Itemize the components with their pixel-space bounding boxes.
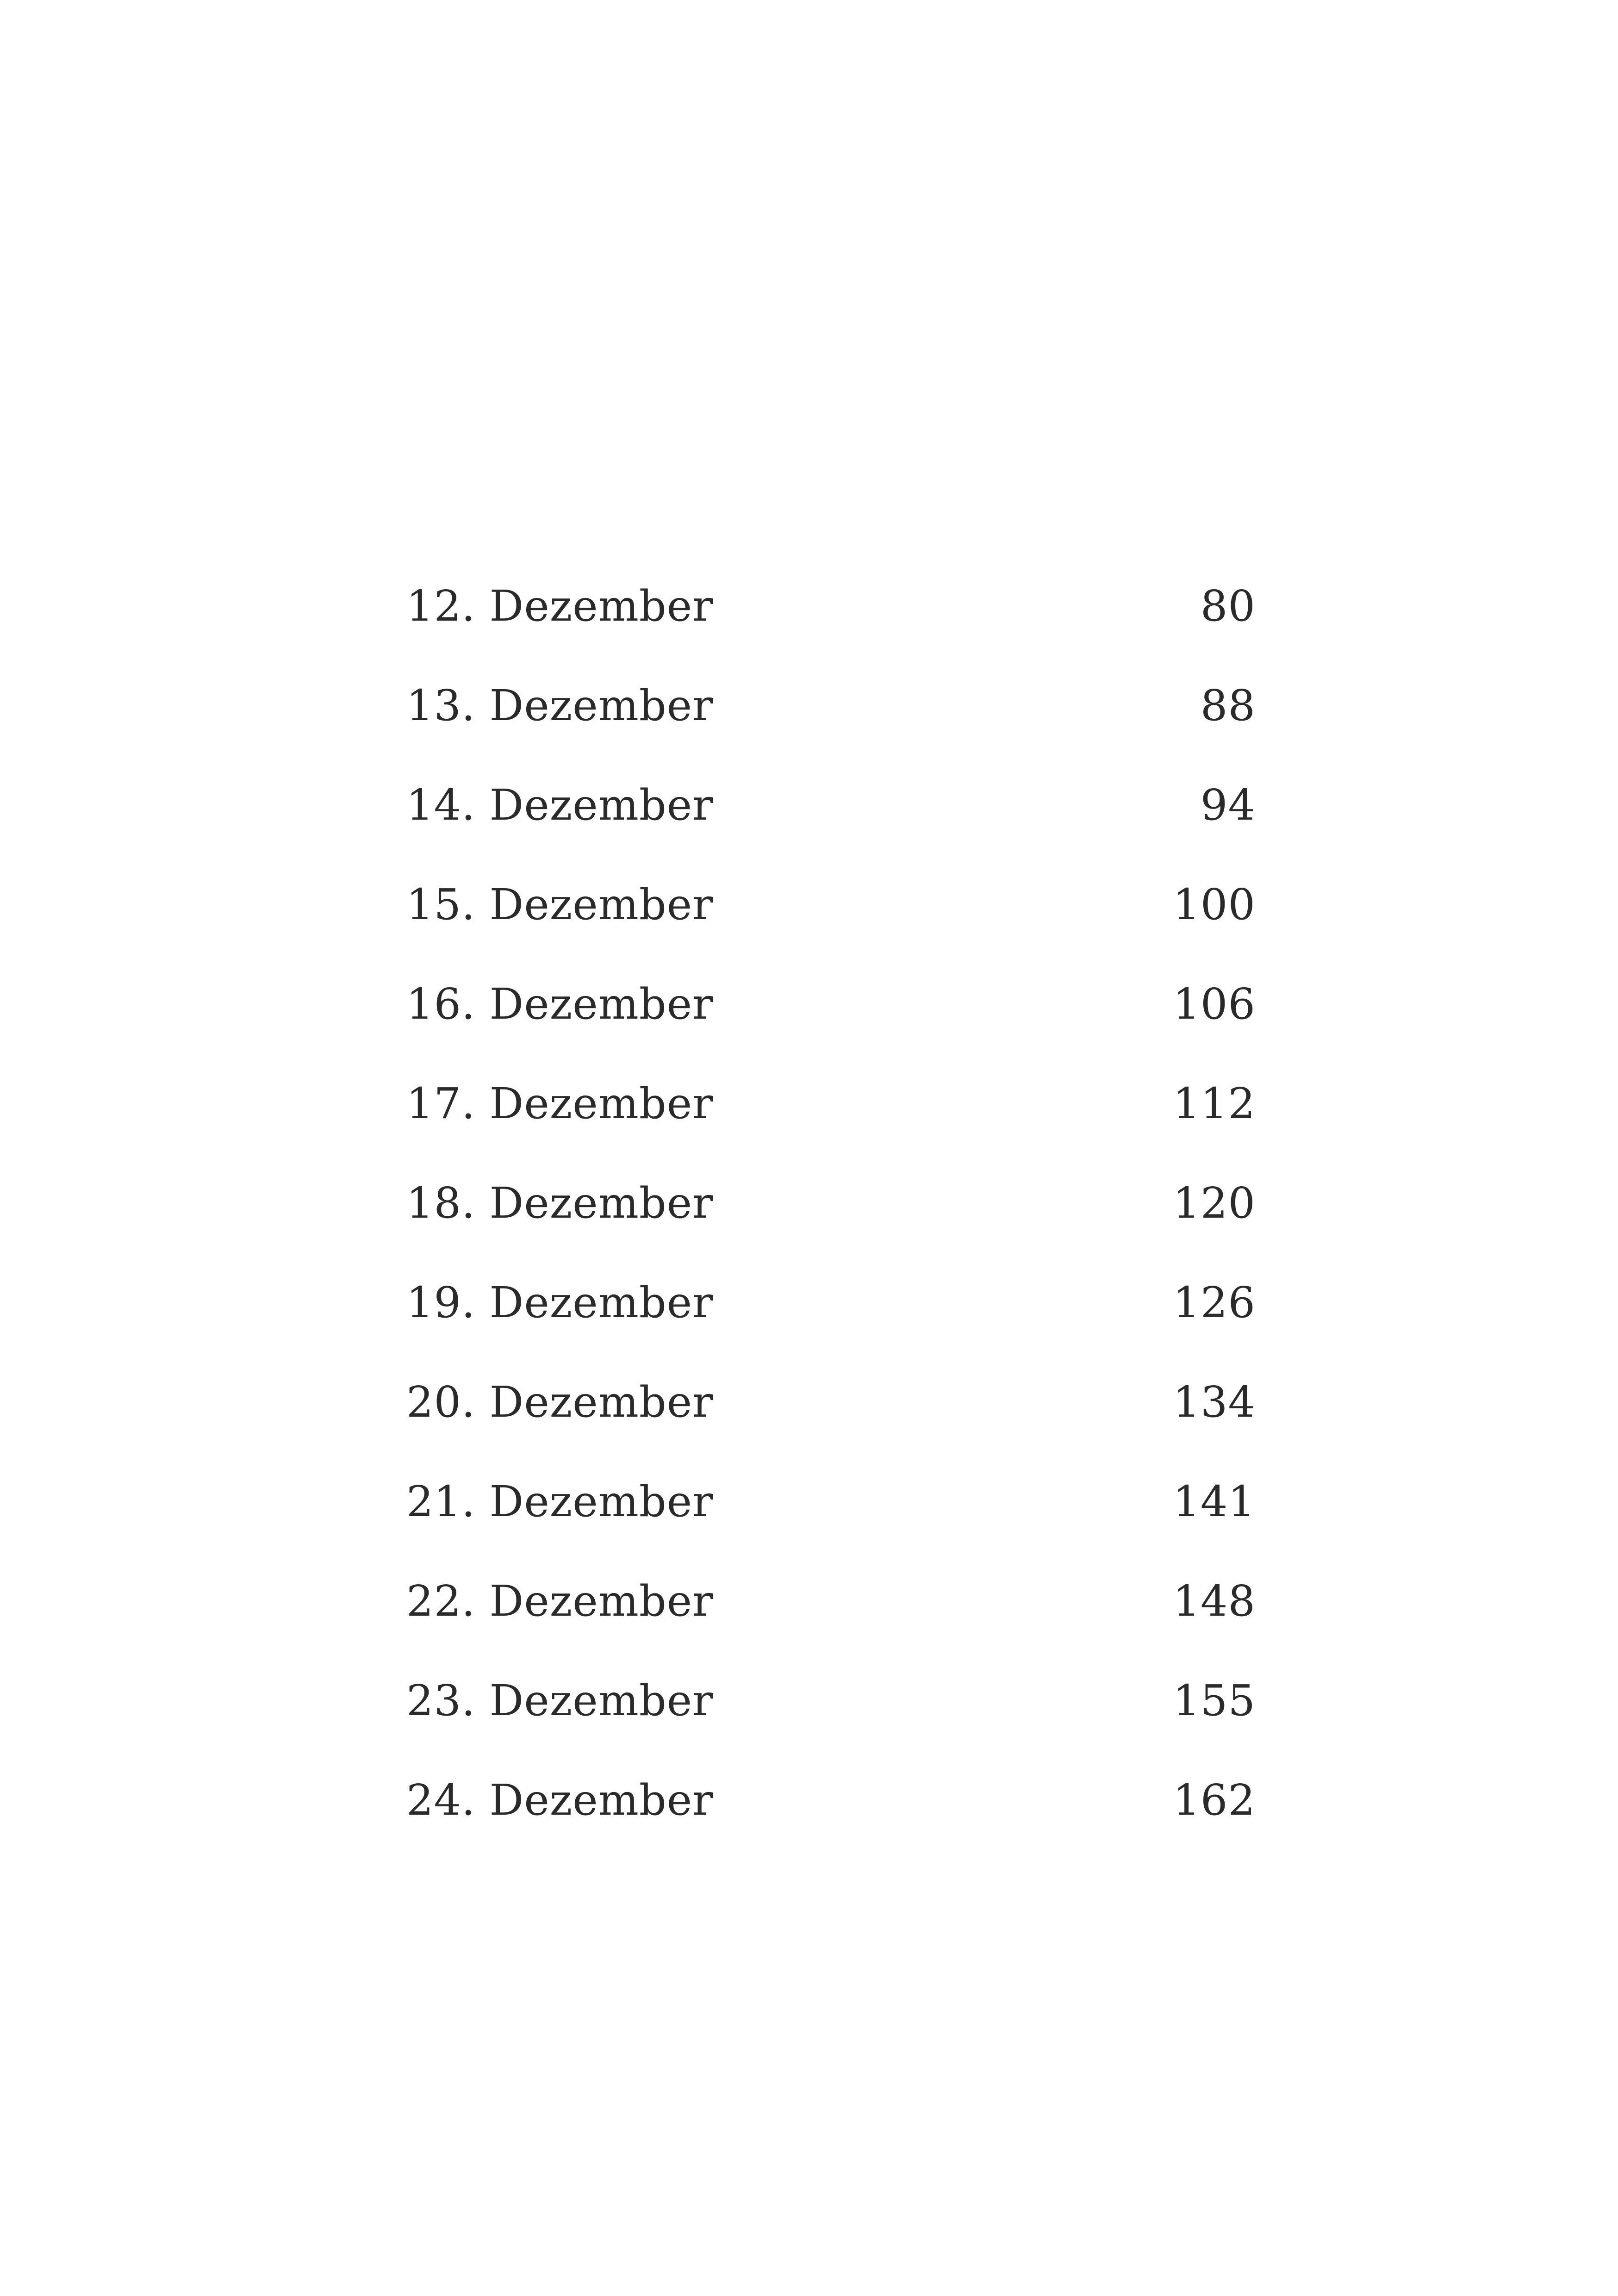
toc-entry-19[interactable] (406, 1257, 1256, 1356)
toc-entry-label: 14. Dezember (406, 780, 714, 830)
toc-entry-12[interactable] (406, 560, 1256, 660)
toc-entry-label: 23. Dezember (406, 1676, 714, 1725)
toc-entry-20[interactable] (406, 1356, 1256, 1456)
toc-entry-label: 17. Dezember (406, 1079, 714, 1128)
toc-entry-page-number: 94 (1200, 780, 1256, 830)
toc-entry-label: 12. Dezember (406, 581, 714, 631)
toc-entry-21[interactable] (406, 1456, 1256, 1555)
toc-entry-page-number: 162 (1173, 1775, 1256, 1825)
toc-entry-page-number: 148 (1173, 1576, 1256, 1626)
toc-entry-page-number: 106 (1173, 979, 1256, 1029)
toc-entry-22[interactable] (406, 1555, 1256, 1655)
toc-entry-page-number: 134 (1173, 1377, 1256, 1427)
toc-entry-page-number: 141 (1173, 1477, 1256, 1526)
toc-entry-23[interactable] (406, 1655, 1256, 1754)
toc-entry-label: 24. Dezember (406, 1775, 714, 1825)
toc-entry-18[interactable] (406, 1157, 1256, 1257)
toc-entry-page-number: 120 (1173, 1178, 1256, 1228)
toc-entry-17[interactable] (406, 1058, 1256, 1157)
toc-entry-13[interactable] (406, 660, 1256, 759)
toc-entry-label: 16. Dezember (406, 979, 714, 1029)
toc-entry-label: 15. Dezember (406, 880, 714, 929)
toc-entry-page-number: 112 (1173, 1079, 1256, 1128)
toc-entry-page-number: 80 (1200, 581, 1256, 631)
toc-entry-page-number: 126 (1173, 1278, 1256, 1327)
toc-entry-14[interactable] (406, 759, 1256, 859)
toc-entry-24[interactable] (406, 1754, 1256, 1854)
toc-entry-label: 20. Dezember (406, 1377, 714, 1427)
toc-entry-page-number: 88 (1200, 681, 1256, 730)
table-of-contents (406, 560, 1256, 1854)
toc-entry-16[interactable] (406, 958, 1256, 1058)
toc-entry-label: 13. Dezember (406, 681, 714, 730)
toc-entry-page-number: 100 (1173, 880, 1256, 929)
toc-entry-label: 19. Dezember (406, 1278, 714, 1327)
toc-entry-label: 22. Dezember (406, 1576, 714, 1626)
toc-entry-label: 18. Dezember (406, 1178, 714, 1228)
toc-entry-page-number: 155 (1173, 1676, 1256, 1725)
toc-entry-15[interactable] (406, 859, 1256, 958)
toc-entry-label: 21. Dezember (406, 1477, 714, 1526)
